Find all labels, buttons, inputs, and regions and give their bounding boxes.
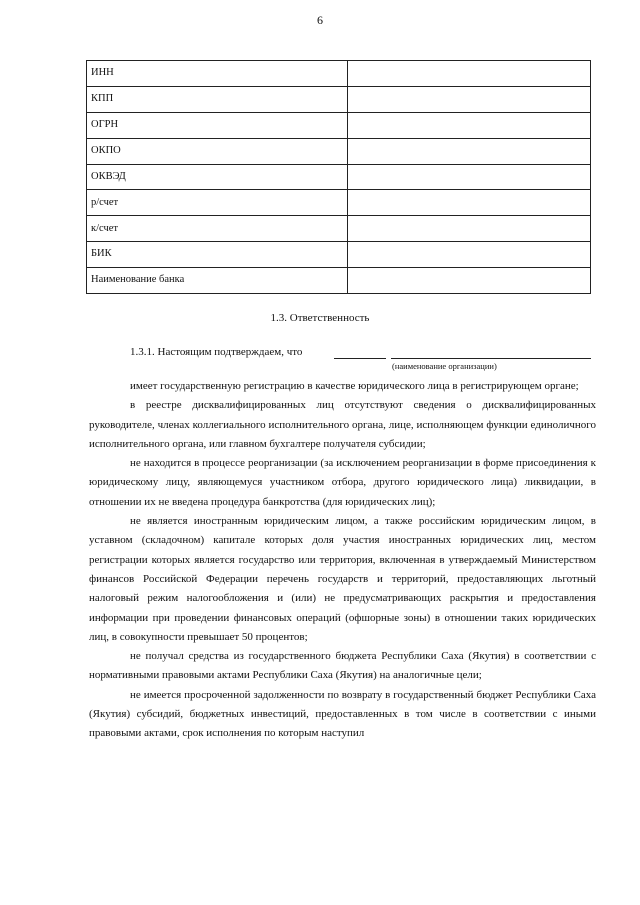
statement-paragraph: не находится в процессе реорганизации (за исключением реорганизации в форме присоединения к юридическому лицу, являющемуся участником отбора, другого юридического лица) ликвидации, в отношении их не введена процедура банкротства (для юридических лиц); xyxy=(89,457,596,508)
requisite-value xyxy=(348,86,591,112)
requisite-label: БИК xyxy=(87,242,348,268)
requisite-value xyxy=(348,242,591,268)
statement-paragraph: имеет государственную регистрацию в качестве юридического лица в регистрирующем органе; xyxy=(130,380,579,392)
requisite-value xyxy=(348,61,591,87)
requisite-value xyxy=(348,138,591,164)
statement-paragraph: в реестре дисквалифицированных лиц отсутствуют сведения о дисквалифицированных руководителе, членах коллегиального исполнительного органа, лице, исполняющем функции единоличного исполнительного органа, или главном бухгалтере получателя субсидии; xyxy=(89,399,596,450)
requisite-value xyxy=(348,112,591,138)
requisite-row xyxy=(87,216,591,242)
requisite-label: ИНН xyxy=(87,61,348,87)
requisite-row xyxy=(87,190,591,216)
requisite-value xyxy=(348,190,591,216)
requisite-label: к/счет xyxy=(87,216,348,242)
section-title: 1.3. Ответственность xyxy=(270,312,370,324)
requisite-row xyxy=(87,61,591,87)
requisite-value xyxy=(348,164,591,190)
requisite-label: ОКПО xyxy=(87,138,348,164)
org-name-blank xyxy=(391,345,591,359)
requisite-label: ОКВЭД xyxy=(87,164,348,190)
statement-body xyxy=(89,377,596,744)
statement-paragraph: не является иностранным юридическим лицом, а также российским юридическим лицом, в уставном (складочном) капитале которых доля участия иностранных юридических лиц, местом регистрации которых является государство или территория, включенная в утверждаемый Министерством финансов Российской Федерации перечень государств и территорий, предоставляющих льготный налоговый режим налогообложения и (или) не предусматривающих раскрытия и предоставления информации при проведении финансовых операций (офшорные зоны) в отношении таких юридических лиц, в совокупности превышает 50 процентов; xyxy=(89,515,596,643)
requisite-value xyxy=(348,216,591,242)
requisite-label: КПП xyxy=(87,86,348,112)
requisite-label: ОГРН xyxy=(87,112,348,138)
requisite-row xyxy=(87,268,591,294)
requisite-value xyxy=(348,268,591,294)
requisite-row xyxy=(87,112,591,138)
requisite-row xyxy=(87,164,591,190)
page-number: 6 xyxy=(317,13,323,27)
org-name-blank-short xyxy=(334,345,386,359)
requisite-row xyxy=(87,86,591,112)
requisite-row xyxy=(87,242,591,268)
requisite-label: Наименование банка xyxy=(87,268,348,294)
requisites-table xyxy=(86,60,591,294)
confirm-text: 1.3.1. Настоящим подтверждаем, что xyxy=(130,346,303,358)
statement-paragraph: не имеется просроченной задолженности по возврату в государственный бюджет Республики Саха (Якутия) субсидий, бюджетных инвестиций, предоставленных в том числе в соответствии с иными правовыми актами, срок исполнения по которым наступил xyxy=(89,688,596,740)
statement-paragraph: не получал средства из государственного бюджета Республики Саха (Якутия) в соответствии с нормативными правовыми актами Республики Саха (Якутия) на аналогичные цели; xyxy=(89,650,596,682)
org-name-hint: (наименование организации) xyxy=(392,361,497,371)
requisite-row xyxy=(87,138,591,164)
requisite-label: р/счет xyxy=(87,190,348,216)
